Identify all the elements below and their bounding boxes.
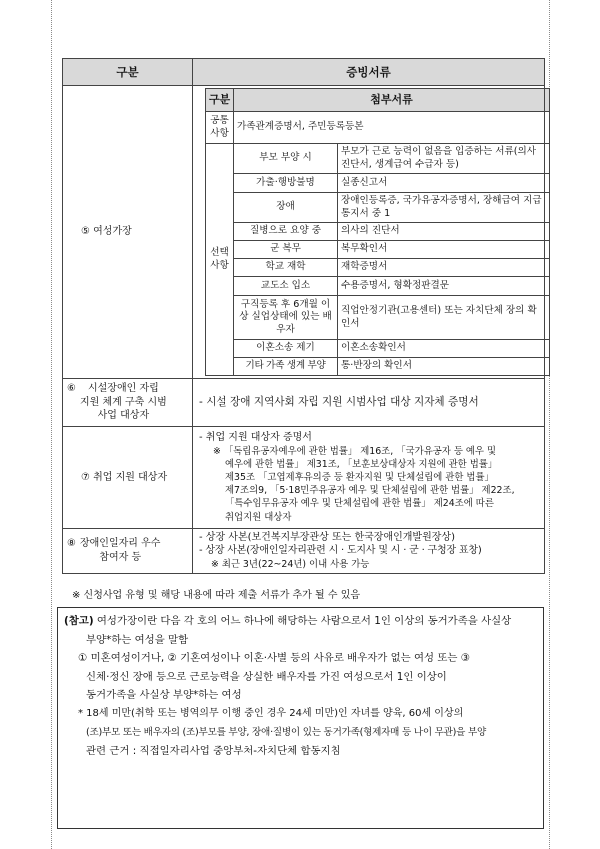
doc-line: 예우에 관한 법률」 제31조, 「보훈보상대상자 지원에 관한 법률」 <box>225 458 498 470</box>
category-line: 참여자 등 <box>99 551 142 563</box>
optional-item: 질병으로 요양 중 <box>234 223 338 241</box>
common-label: 공통사항 <box>206 112 234 144</box>
doc-line: 취업지원 대상자 <box>225 511 292 523</box>
optional-docs: 이혼소송확인서 <box>338 340 550 358</box>
table-row <box>63 379 545 427</box>
header-category: 구분 <box>63 59 193 86</box>
optional-docs: 수용증명서, 형확정판결문 <box>338 277 550 296</box>
doc-line: 제35조 「고엽제후유의증 등 환자지원 및 단체설립에 관한 법률」 <box>225 471 494 483</box>
optional-docs: 부모가 근로 능력이 없음을 입증하는 서류(의사 진단서, 생계급여 수급자 등) <box>338 144 550 174</box>
category-disabled-job-participant <box>63 528 193 574</box>
optional-docs: 장애인등록증, 국가유공자증명서, 장해급여 지급 통지서 중 1 <box>338 193 550 223</box>
reference-box <box>57 607 544 829</box>
reference-line: * 18세 미만(취학 또는 병역의무 이행 중인 경우 24세 미만)인 자녀를 양육, 60세 이상의 <box>78 707 464 719</box>
doc-line: ※ 「독립유공자예우에 관한 법률」 제16조, 「국가유공자 등 예우 및 <box>213 445 497 457</box>
documents-table <box>62 58 545 574</box>
category-female-householder: ⑤ 여성가장 <box>63 86 193 379</box>
reference-line: ① 미혼여성이거나, ② 기혼여성이나 이혼·사별 등의 사유로 배우자가 없는 여성 또는 ③ <box>78 652 471 665</box>
category-facility-disabled <box>63 379 193 427</box>
common-docs: 가족관계증명서, 주민등록등본 <box>234 112 550 144</box>
inner-header-category: 구분 <box>206 89 234 112</box>
reference-line <box>64 612 535 631</box>
table-row <box>63 86 545 379</box>
table-row <box>63 427 545 529</box>
table-row <box>63 528 545 574</box>
reference-line: 동거가족을 사실상 부양*하는 여성 <box>86 689 242 702</box>
reference-text: 여성가장이란 다음 각 호의 어느 하나에 해당하는 사람으로서 1인 이상의 동거가족을 사실상 <box>93 615 512 627</box>
category-number: ⑧ <box>67 538 76 550</box>
footnote: ※ 신청사업 유형 및 해당 내용에 따라 제출 서류가 추가 될 수 있음 <box>72 590 361 601</box>
optional-docs: 통·반장의 확인서 <box>338 358 550 376</box>
category-line: 장애인일자리 우수 <box>79 538 161 550</box>
reference-line: 부양*하는 여성을 말함 <box>86 633 189 646</box>
optional-docs: 직업안정기관(고용센터) 또는 자치단체 장의 확인서 <box>338 296 550 340</box>
documents-cell <box>193 86 545 379</box>
table-header-row <box>63 59 545 86</box>
optional-item: 구직등록 후 6개월 이상 실업상태에 있는 배우자 <box>234 296 338 340</box>
documents-cell <box>193 427 545 529</box>
optional-item: 학교 재학 <box>234 259 338 277</box>
reference-line: 신체·정신 장애 등으로 근로능력을 상실한 배우자를 가진 여성으로서 1인 이상이 <box>86 670 447 683</box>
doc-line: - 상장 사본(보건복지부장관상 또는 한국장애인개발원장상) <box>199 531 455 543</box>
reference-line: (조)부모 또는 배우자의 (조)부모를 부양, 장애·질병이 있는 동거가족(형제자매 등 나이 무관)을 부양 <box>86 726 487 738</box>
doc-line: 제7조의9, 「5·18민주유공자 예우 및 단체설립에 관한 법률」 제22조, <box>225 485 515 497</box>
optional-item: 군 복무 <box>234 241 338 259</box>
category-number: ⑥ <box>67 383 76 395</box>
doc-line: - 상장 사본(장애인일자리관련 시 · 도지사 및 시 · 군 · 구청장 표창) <box>199 545 482 557</box>
category-line: 사업 대상자 <box>97 410 150 422</box>
optional-docs: 실종신고서 <box>338 174 550 193</box>
reference-line: 관련 근거 : 직접일자리사업 중앙부처-자치단체 합동지침 <box>86 745 341 758</box>
doc-line: 「특수임무유공자 예우 및 단체설립에 관한 법률」 제24조에 따른 <box>225 498 494 510</box>
optional-label: 선택사항 <box>206 144 234 376</box>
optional-docs: 의사의 진단서 <box>338 223 550 241</box>
category-employment-support: ⑦ 취업 지원 대상자 <box>63 427 193 529</box>
optional-docs: 재학증명서 <box>338 259 550 277</box>
documents-text: - 시설 장애 지역사회 자립 지원 시범사업 대상 지자체 증명서 <box>193 379 545 427</box>
category-line: 시설장애인 자립 <box>87 383 159 395</box>
documents-cell <box>193 528 545 574</box>
category-line: 지원 체계 구축 시범 <box>79 396 167 408</box>
doc-line: - 취업 지원 대상자 증명서 <box>199 432 312 443</box>
optional-item: 가출·행방불명 <box>234 174 338 193</box>
reference-tag: (참고) <box>64 615 94 627</box>
doc-line: ※ 최근 3년(22~24년) 이내 사용 가능 <box>211 558 370 570</box>
optional-item: 이혼소송 제기 <box>234 340 338 358</box>
optional-item: 교도소 입소 <box>234 277 338 296</box>
optional-item: 장애 <box>234 193 338 223</box>
attachment-table <box>205 88 550 376</box>
optional-item: 부모 부양 시 <box>234 144 338 174</box>
optional-docs: 복무확인서 <box>338 241 550 259</box>
inner-header-attachments: 첨부서류 <box>234 89 550 112</box>
header-documents: 증빙서류 <box>193 59 545 86</box>
optional-item: 기타 가족 생계 부양 <box>234 358 338 376</box>
